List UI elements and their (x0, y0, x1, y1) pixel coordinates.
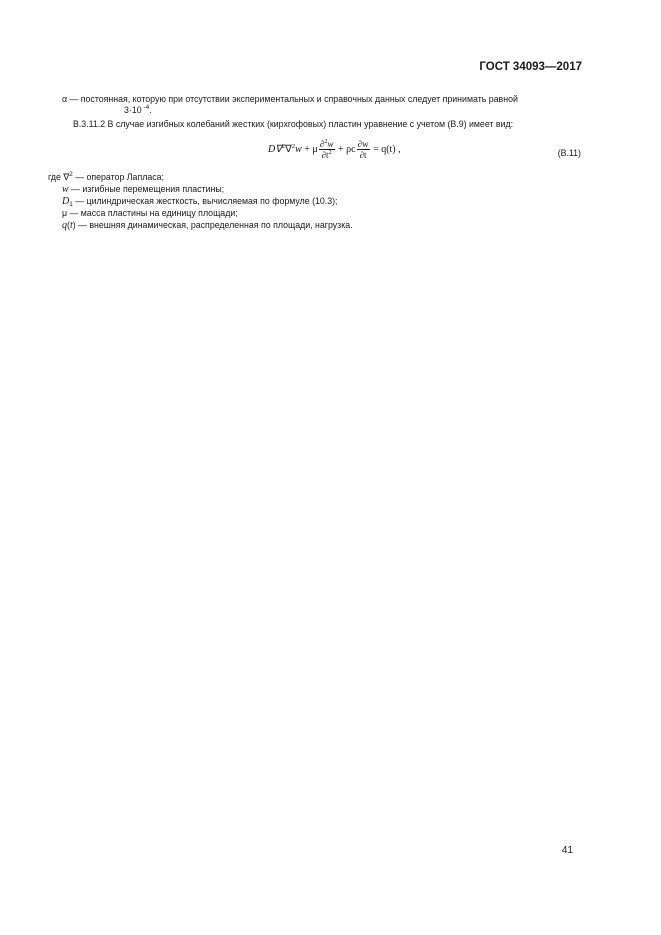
definition-laplace: где ∇$^2$ — оператор Лапласа; (48, 171, 164, 182)
document-header: ГОСТ 34093—2017 (479, 61, 582, 73)
alpha-value-base: 3·10 (124, 105, 142, 115)
second-derivative-fraction: $\frac{\partial^2w}{\partial t^2}$ (319, 138, 334, 160)
page-number: 41 (561, 845, 573, 856)
alpha-description: — постоянная, которую при отсутствии экспериментальных и справочных данных следует принимать равной (67, 94, 518, 104)
equation-plus-rho: + ρc (335, 144, 356, 155)
equation-lhs: D∇$^2$∇$^2$w (268, 143, 302, 155)
equation-b11 (268, 139, 401, 160)
definition-w: w — изгибные перемещения пластины; (62, 184, 225, 195)
alpha-value (124, 104, 152, 116)
equation-rhs: = q(t) , (370, 144, 401, 155)
first-derivative-fraction: $\frac{\partial w}{\partial t}$ (357, 139, 369, 160)
definition-d1: $D_1$ — цилиндрическая жесткость, вычисляемая по формуле (10.3); (62, 196, 338, 208)
definition-q: q(t) — внешняя динамическая, распределенная по площади, нагрузка. (62, 220, 353, 231)
equation-number: (В.11) (557, 148, 581, 158)
alpha-value-exponent: -4 (141, 104, 150, 111)
definition-mu: μ — масса пластины на единицу площади; (62, 208, 238, 218)
clause-paragraph: В.3.11.2 В случае изгибных колебаний жестких (кирхгофовых) пластин уравнение с учетом (В.9) имеет вид: (73, 119, 514, 129)
alpha-symbol: α (62, 94, 68, 104)
equation-plus-mu: + μ (301, 144, 318, 155)
alpha-value-end: . (149, 105, 152, 115)
